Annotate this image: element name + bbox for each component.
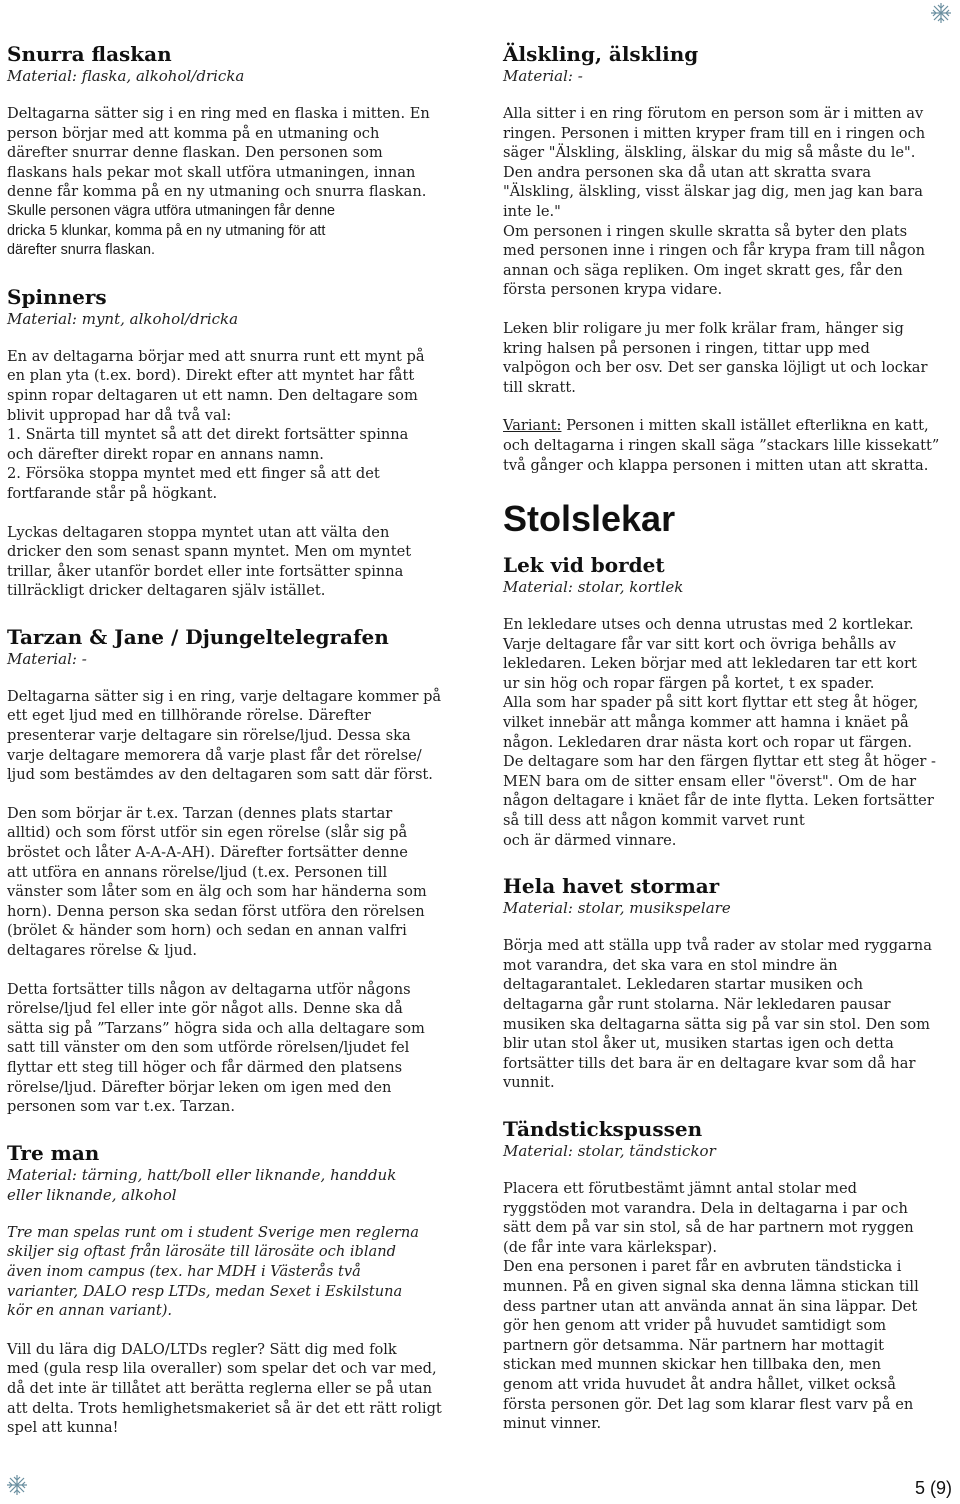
material-line: Material: tärning, hatt/boll eller liknande, handduk eller liknande, alkohol <box>7 1165 397 1204</box>
paragraph: Skulle personen vägra utföra utmaningen får denne dricka 5 klunkar, komma på en ny utmaning för att därefter snurra flaskan. <box>7 202 336 259</box>
paragraph: Detta fortsätter tills någon av deltagarna utför någons rörelse/ljud fel eller inte gör något alls. Denne ska då sätta sig på ”Tarzans” högra sida och alla deltagare som satt till vänster om den som utförde rörelsen/ljudet fel flyttar ett steg till höger och får därmed den platsens rörelse/ljud. Därefter börjar leken om igen med den personen som var t.ex. Tarzan. <box>7 980 425 1116</box>
section-title: Hela havet stormar <box>503 874 720 899</box>
paragraph: Placera ett förutbestämt jämnt antal stolar med ryggstöden mot varandra. Dela in deltagarna i par och sätt dem på var sin stol, så de har partnern mot ryggen (de får inte vara kärlekspar). Den ena personen i paret får en avbruten tändsticka i munnen. På en given signal ska denna lämna stickan till dess partner utan att använda annat än sina läppar. Det gör hen genom att vrider på huvudet samtidigt som partnern gör detsamma. När partnern har mottagit stickan med munnen skickar hen tillbaka den, men genom att vrida huvudet åt andra hållet, vilket också första personen gör. Det lag som klarar flest varv på en minut vinner. <box>503 1179 919 1433</box>
paragraph: Lyckas deltagaren stoppa myntet utan att välta den dricker den som senast spann myntet. Men om myntet trillar, åker utanför bordet eller inte fortsätter spinna tillräckligt dricker deltagaren själv istället. <box>7 523 412 600</box>
section-hela-havet-stormar <box>503 874 955 1093</box>
section-tandstickspussen <box>503 1117 955 1434</box>
paragraph: En av deltagarna börjar med att snurra runt ett mynt på en plan yta (t.ex. bord). Direkt efter att myntet har fått spinn ropar deltagaren ut ett namn. Den deltagare som blivit uppropad har då två val: 1. Snärta till myntet så att det direkt fortsätter spinna och därefter direkt ropar en annans namn. 2. Försöka stoppa myntet med ett finger så att det fortfarande står på högkant. <box>7 347 425 502</box>
section-tarzan-jane <box>7 625 457 1117</box>
snowflake-icon <box>930 2 952 24</box>
section-title: Snurra flaskan <box>7 42 172 66</box>
right-column <box>503 42 955 1434</box>
section-tre-man <box>7 1141 457 1438</box>
section-title: Lek vid bordet <box>503 553 665 578</box>
left-column <box>7 42 457 1438</box>
paragraph: En lekledare utses och denna utrustas med 2 kortlekar. Varje deltagare får var sitt kort och övriga behålls av lekledaren. Leken börjar med att lekledaren tar ett kort ur sin hög och ropar färgen på kortet, t ex spader. Alla som har spader på sitt kort flyttar ett steg åt höger, vilket innebär att många kommer att hamna i knäet på någon. Lekledaren drar nästa kort och ropar ut färgen. De deltagare som har den färgen flyttar ett steg åt höger - MEN bara om de sitter ensam eller "överst". Om de har någon deltagare i knäet får de inte flytta. Leken fortsätter så till dess att någon kommit varvet runt och är därmed vinnare. <box>503 616 936 849</box>
section-title: Tre man <box>7 1140 100 1165</box>
snowflake-icon <box>6 1474 28 1496</box>
variant-text: Personen i mitten skall istället efterlikna en katt, och deltagarna i ringen skall säga ”stackars lille kissekatt” två gånger och klappa personen i mitten utan att skratta. <box>503 417 940 474</box>
section-title: Älskling, älskling <box>503 42 699 66</box>
section-title: Spinners <box>7 284 107 309</box>
material-line: Material: - <box>503 67 583 85</box>
section-title: Tändstickspussen <box>503 1116 703 1141</box>
paragraph: Leken blir roligare ju mer folk krälar fram, hänger sig kring halsen på personen i ringen, tittar upp med valpögon och ber osv. Det ser ganska löjligt ut och lockar till skratt. <box>503 319 928 396</box>
material-line: Material: - <box>7 649 87 668</box>
section-lek-vid-bordet <box>503 553 955 850</box>
section-snurra-flaskan <box>7 42 457 261</box>
category-heading: Stolslekar <box>503 498 676 540</box>
paragraph: Den som börjar är t.ex. Tarzan (dennes plats startar alltid) och som först utför sin egen rörelse (slår sig på bröstet och låter A-A-A-AH). Därefter fortsätter denne att utföra en annans rörelse/ljud (t.ex. Personen till vänster som låter som en älg och som har händerna som horn). Denna person ska sedan först utföra den rörelsen (brölet & händer som horn) och sedan en annan valfri deltagares rörelse & ljud. <box>7 804 427 959</box>
paragraph: Deltagarna sätter sig i en ring med en flaska i mitten. En person börjar med att komma på en utmaning och därefter snurrar denne flaskan. Den personen som flaskans hals pekar mot skall utföra utmaningen, innan denne får komma på en ny utmaning och snurra flaskan. <box>7 105 430 201</box>
paragraph: Vill du lära dig DALO/LTDs regler? Sätt dig med folk med (gula resp lila overaller) som spelar det och var med, då det inte är tillåtet att berätta reglerna eller se på utan att delta. Trots hemlighetsmakeriet så är det ett rätt roligt spel att kunna! <box>7 1340 442 1437</box>
material-line: Material: stolar, musikspelare <box>503 899 731 918</box>
material-line: Material: stolar, tändstickor <box>503 1141 716 1160</box>
variant-paragraph <box>503 416 955 475</box>
material-line: Material: stolar, kortlek <box>503 578 684 597</box>
page-number: 5 (9) <box>914 1478 952 1498</box>
section-title: Tarzan & Jane / Djungeltelegrafen <box>7 624 389 649</box>
paragraph: Tre man spelas runt om i student Sverige men reglerna skiljer sig oftast från lärosäte till lärosäte och ibland även inom campus (tex. har MDH i Västerås två varianter, DALO resp LTDs, medan Sexet i Eskilstuna kör en annan variant). <box>7 1223 419 1320</box>
material-line: Material: flaska, alkohol/dricka <box>7 67 245 85</box>
paragraph: Alla sitter i en ring förutom en person som är i mitten av ringen. Personen i mitten kryper fram till en i ringen och säger "Älskling, älskling, älskar du mig så måste du le". Den andra personen ska då utan att skratta svara "Älskling, älskling, visst älskar jag dig, men jag kan bara inte le." Om personen i ringen skulle skratta så byter den plats med personen inne i ringen och får krypa fram till någon annan och säga repliken. Om inget skratt ges, får den första personen krypa vidare. <box>503 105 926 299</box>
paragraph: Börja med att ställa upp två rader av stolar med ryggarna mot varandra, det ska vara en stol mindre än deltagarantalet. Lekledaren startar musiken och deltagarna går runt stolarna. När lekledaren pausar musiken ska deltagarna sätta sig på var sin stol. Den som blir utan stol åker ut, musiken startas igen och detta fortsätter tills det bara är en deltagare kvar som då har vunnit. <box>503 937 932 1092</box>
section-spinners <box>7 285 457 601</box>
material-line: Material: mynt, alkohol/dricka <box>7 309 239 328</box>
section-alskling <box>503 42 955 475</box>
paragraph: Deltagarna sätter sig i en ring, varje deltagare kommer på ett eget ljud med en tillhörande rörelse. Därefter presenterar varje deltagare sin rörelse/ljud. Dessa ska varje deltagare memorera då varje plast får det rörelse/ ljud som bestämdes av den deltagaren som satt där först. <box>7 687 442 784</box>
variant-label: Variant: <box>503 417 562 435</box>
